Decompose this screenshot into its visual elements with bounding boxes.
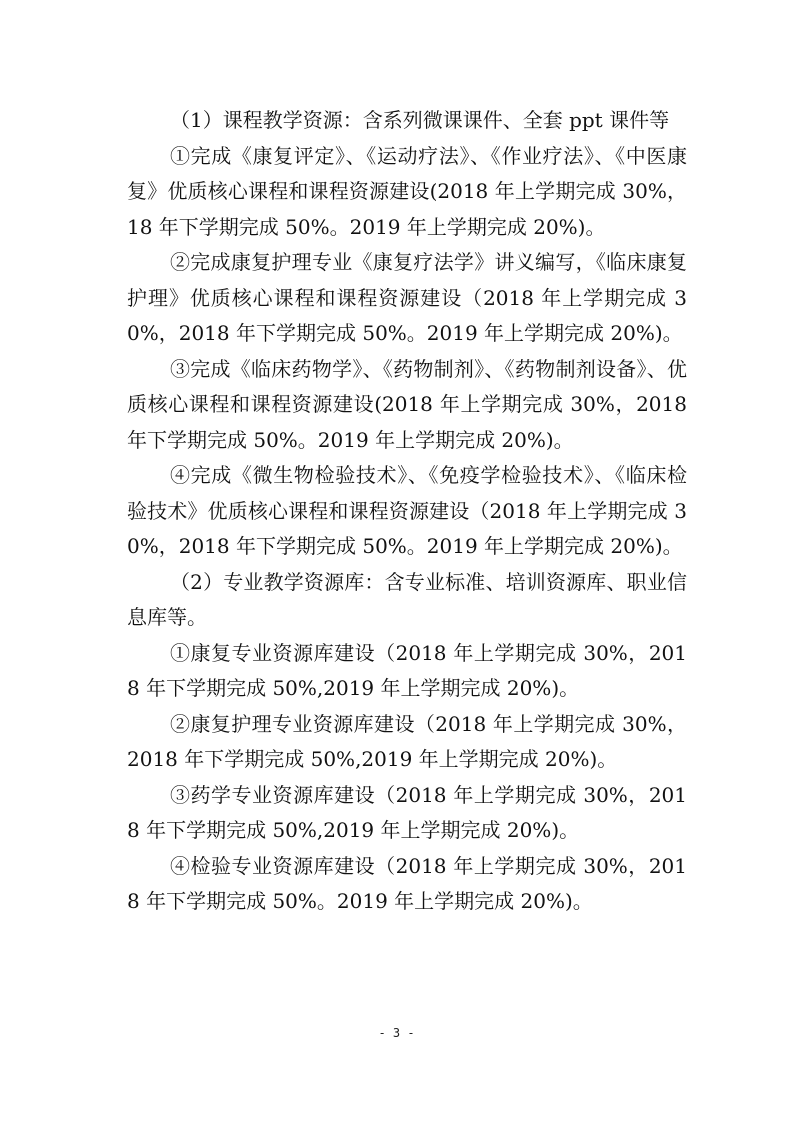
list-item-rehab-library: ①康复专业资源库建设（2018 年上学期完成 30%，2018 年下学期完成 50%,2019 年上学期完成 20%)。 [127,640,687,700]
document-body [127,103,687,920]
list-item-lab-library: ④检验专业资源库建设（2018 年上学期完成 30%，2018 年下学期完成 50%。2019 年上学期完成 20%)。 [127,853,687,913]
list-item-lab-courses: ④完成《微生物检验技术》、《免疫学检验技术》、《临床检验技术》优质核心课程和课程资源建设（2018 年上学期完成 30%，2018 年下学期完成 50%。2019 年上学期完成 20%)。 [127,463,687,558]
section-heading-course-resources: （1）课程教学资源：含系列微课课件、全套 ppt 课件等 [170,108,670,132]
list-item-rehab-courses: ①完成《康复评定》、《运动疗法》、《作业疗法》、《中医康复》优质核心课程和课程资源建设(2018 年上学期完成 30%，18 年下学期完成 50%。2019 年上学期完成 20%)。 [127,143,687,239]
section-heading-resource-library: （2）专业教学资源库：含专业标准、培训资源库、职业信息库等。 [127,569,687,629]
list-item-rehab-nursing-courses: ②完成康复护理专业《康复疗法学》讲义编写，《临床康复护理》优质核心课程和课程资源建设（2018 年上学期完成 30%，2018 年下学期完成 50%。2019 年上学期完成 20%)。 [127,250,687,345]
list-item-pharmacy-library: ③药学专业资源库建设（2018 年上学期完成 30%，2018 年下学期完成 50%,2019 年上学期完成 20%)。 [127,782,687,842]
list-item-pharmacy-courses: ③完成《临床药物学》、《药物制剂》、《药物制剂设备》、优质核心课程和课程资源建设(2018 年上学期完成 30%，2018 年下学期完成 50%。2019 年上学期完成 20%)。 [127,356,687,452]
list-item-rehab-nursing-library: ②康复护理专业资源库建设（2018 年上学期完成 30%，2018 年下学期完成 50%,2019 年上学期完成 20%)。 [127,711,687,771]
page-number: - 3 - [378,1026,415,1040]
